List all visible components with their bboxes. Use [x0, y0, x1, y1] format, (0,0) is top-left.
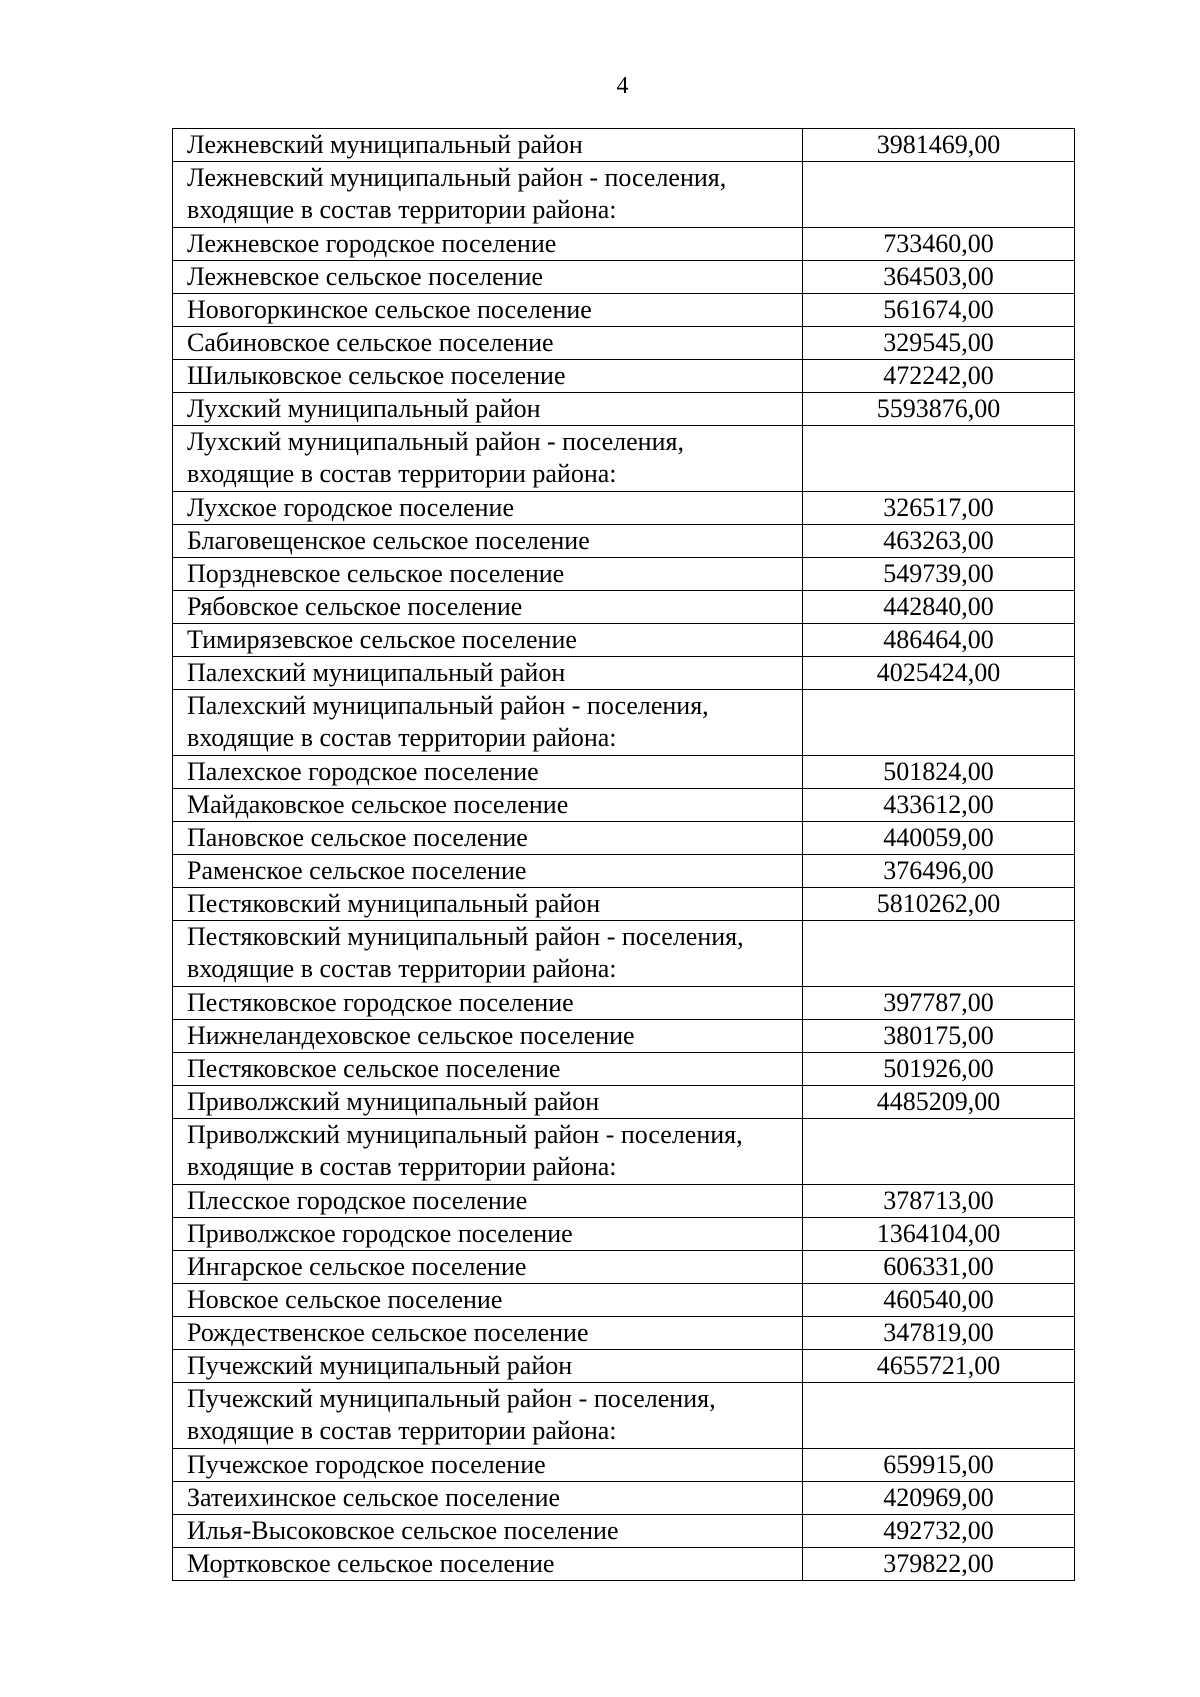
- table-row: [173, 360, 1075, 393]
- row-value-cell: 397787,00: [803, 987, 1075, 1020]
- row-name-cell: Пучежский муниципальный район: [173, 1350, 803, 1383]
- row-value-cell: 329545,00: [803, 327, 1075, 360]
- row-name-cell: Сабиновское сельское поселение: [173, 327, 803, 360]
- row-value-cell: 380175,00: [803, 1020, 1075, 1053]
- row-name-cell: Тимирязевское сельское поселение: [173, 624, 803, 657]
- row-value-cell: 4025424,00: [803, 657, 1075, 690]
- table-row: [173, 822, 1075, 855]
- table-row: [173, 657, 1075, 690]
- row-name-cell: Палехский муниципальный район - поселения, входящие в состав территории района:: [173, 690, 803, 756]
- table-row: [173, 1548, 1075, 1581]
- table-row: [173, 1218, 1075, 1251]
- table-row: [173, 888, 1075, 921]
- row-name-cell: Благовещенское сельское поселение: [173, 525, 803, 558]
- row-name-cell: Шилыковское сельское поселение: [173, 360, 803, 393]
- row-name-cell: Приволжское городское поселение: [173, 1218, 803, 1251]
- row-name-cell: Лежневское сельское поселение: [173, 261, 803, 294]
- table-row: [173, 1020, 1075, 1053]
- table-row: [173, 624, 1075, 657]
- row-value-cell: [803, 162, 1075, 228]
- row-value-cell: 5810262,00: [803, 888, 1075, 921]
- row-name-cell: Палехское городское поселение: [173, 756, 803, 789]
- row-value-cell: 460540,00: [803, 1284, 1075, 1317]
- row-name-cell: Илья-Высоковское сельское поселение: [173, 1515, 803, 1548]
- row-value-cell: 3981469,00: [803, 129, 1075, 162]
- row-value-cell: 492732,00: [803, 1515, 1075, 1548]
- row-value-cell: [803, 921, 1075, 987]
- row-name-cell: Мортковское сельское поселение: [173, 1548, 803, 1581]
- row-value-cell: 1364104,00: [803, 1218, 1075, 1251]
- row-name-cell: Лухский муниципальный район: [173, 393, 803, 426]
- row-value-cell: 606331,00: [803, 1251, 1075, 1284]
- row-name-cell: Новогоркинское сельское поселение: [173, 294, 803, 327]
- table-row: [173, 789, 1075, 822]
- row-name-cell: Раменское сельское поселение: [173, 855, 803, 888]
- row-value-cell: 486464,00: [803, 624, 1075, 657]
- row-name-cell: Рождественское сельское поселение: [173, 1317, 803, 1350]
- row-name-cell: Пановское сельское поселение: [173, 822, 803, 855]
- table-row: [173, 129, 1075, 162]
- table-row: [173, 1317, 1075, 1350]
- row-name-cell: Пестяковское городское поселение: [173, 987, 803, 1020]
- row-value-cell: 440059,00: [803, 822, 1075, 855]
- row-value-cell: 549739,00: [803, 558, 1075, 591]
- table-row: [173, 1284, 1075, 1317]
- row-value-cell: 326517,00: [803, 492, 1075, 525]
- table-row: [173, 261, 1075, 294]
- row-value-cell: 347819,00: [803, 1317, 1075, 1350]
- table-row: [173, 756, 1075, 789]
- row-name-cell: Пестяковский муниципальный район - поселения, входящие в состав территории района:: [173, 921, 803, 987]
- row-name-cell: Нижнеландеховское сельское поселение: [173, 1020, 803, 1053]
- table-row: [173, 1482, 1075, 1515]
- row-name-cell: Лухский муниципальный район - поселения, входящие в состав территории района:: [173, 426, 803, 492]
- table-row: [173, 1053, 1075, 1086]
- table-row: [173, 1119, 1075, 1185]
- row-name-cell: Приволжский муниципальный район - поселения, входящие в состав территории района:: [173, 1119, 803, 1185]
- table-row: [173, 294, 1075, 327]
- row-value-cell: 364503,00: [803, 261, 1075, 294]
- page-number: 4: [616, 73, 629, 99]
- table-row: [173, 393, 1075, 426]
- row-value-cell: 501926,00: [803, 1053, 1075, 1086]
- table-row: [173, 921, 1075, 987]
- budget-allocation-table: [172, 128, 1075, 1581]
- row-value-cell: [803, 1383, 1075, 1449]
- row-name-cell: Лежневский муниципальный район: [173, 129, 803, 162]
- row-name-cell: Пестяковское сельское поселение: [173, 1053, 803, 1086]
- row-name-cell: Майдаковское сельское поселение: [173, 789, 803, 822]
- row-value-cell: 5593876,00: [803, 393, 1075, 426]
- table-body: [173, 129, 1075, 1581]
- row-name-cell: Лежневское городское поселение: [173, 228, 803, 261]
- row-value-cell: [803, 1119, 1075, 1185]
- row-value-cell: [803, 426, 1075, 492]
- row-name-cell: Лежневский муниципальный район - поселения, входящие в состав территории района:: [173, 162, 803, 228]
- row-value-cell: 472242,00: [803, 360, 1075, 393]
- row-value-cell: 420969,00: [803, 1482, 1075, 1515]
- row-value-cell: 378713,00: [803, 1185, 1075, 1218]
- row-value-cell: [803, 690, 1075, 756]
- table-row: [173, 228, 1075, 261]
- row-name-cell: Палехский муниципальный район: [173, 657, 803, 690]
- table-row: [173, 492, 1075, 525]
- row-name-cell: Пучежский муниципальный район - поселения, входящие в состав территории района:: [173, 1383, 803, 1449]
- row-value-cell: 733460,00: [803, 228, 1075, 261]
- table-row: [173, 855, 1075, 888]
- row-value-cell: 379822,00: [803, 1548, 1075, 1581]
- row-value-cell: 442840,00: [803, 591, 1075, 624]
- table-row: [173, 1515, 1075, 1548]
- table-row: [173, 327, 1075, 360]
- row-name-cell: Лухское городское поселение: [173, 492, 803, 525]
- row-value-cell: 501824,00: [803, 756, 1075, 789]
- row-name-cell: Приволжский муниципальный район: [173, 1086, 803, 1119]
- row-value-cell: 463263,00: [803, 525, 1075, 558]
- table-row: [173, 1449, 1075, 1482]
- row-value-cell: 561674,00: [803, 294, 1075, 327]
- table-row: [173, 1185, 1075, 1218]
- row-name-cell: Порздневское сельское поселение: [173, 558, 803, 591]
- table-row: [173, 987, 1075, 1020]
- table-row: [173, 690, 1075, 756]
- row-name-cell: Рябовское сельское поселение: [173, 591, 803, 624]
- row-name-cell: Плесское городское поселение: [173, 1185, 803, 1218]
- table-row: [173, 1383, 1075, 1449]
- table-row: [173, 162, 1075, 228]
- row-name-cell: Пестяковский муниципальный район: [173, 888, 803, 921]
- table-row: [173, 525, 1075, 558]
- row-value-cell: 376496,00: [803, 855, 1075, 888]
- row-name-cell: Пучежское городское поселение: [173, 1449, 803, 1482]
- row-value-cell: 659915,00: [803, 1449, 1075, 1482]
- row-value-cell: 433612,00: [803, 789, 1075, 822]
- row-value-cell: 4655721,00: [803, 1350, 1075, 1383]
- row-name-cell: Ингарское сельское поселение: [173, 1251, 803, 1284]
- table-row: [173, 1350, 1075, 1383]
- row-name-cell: Новское сельское поселение: [173, 1284, 803, 1317]
- table-row: [173, 591, 1075, 624]
- table-row: [173, 426, 1075, 492]
- row-value-cell: 4485209,00: [803, 1086, 1075, 1119]
- table-row: [173, 1086, 1075, 1119]
- table-row: [173, 1251, 1075, 1284]
- table-row: [173, 558, 1075, 591]
- row-name-cell: Затеихинское сельское поселение: [173, 1482, 803, 1515]
